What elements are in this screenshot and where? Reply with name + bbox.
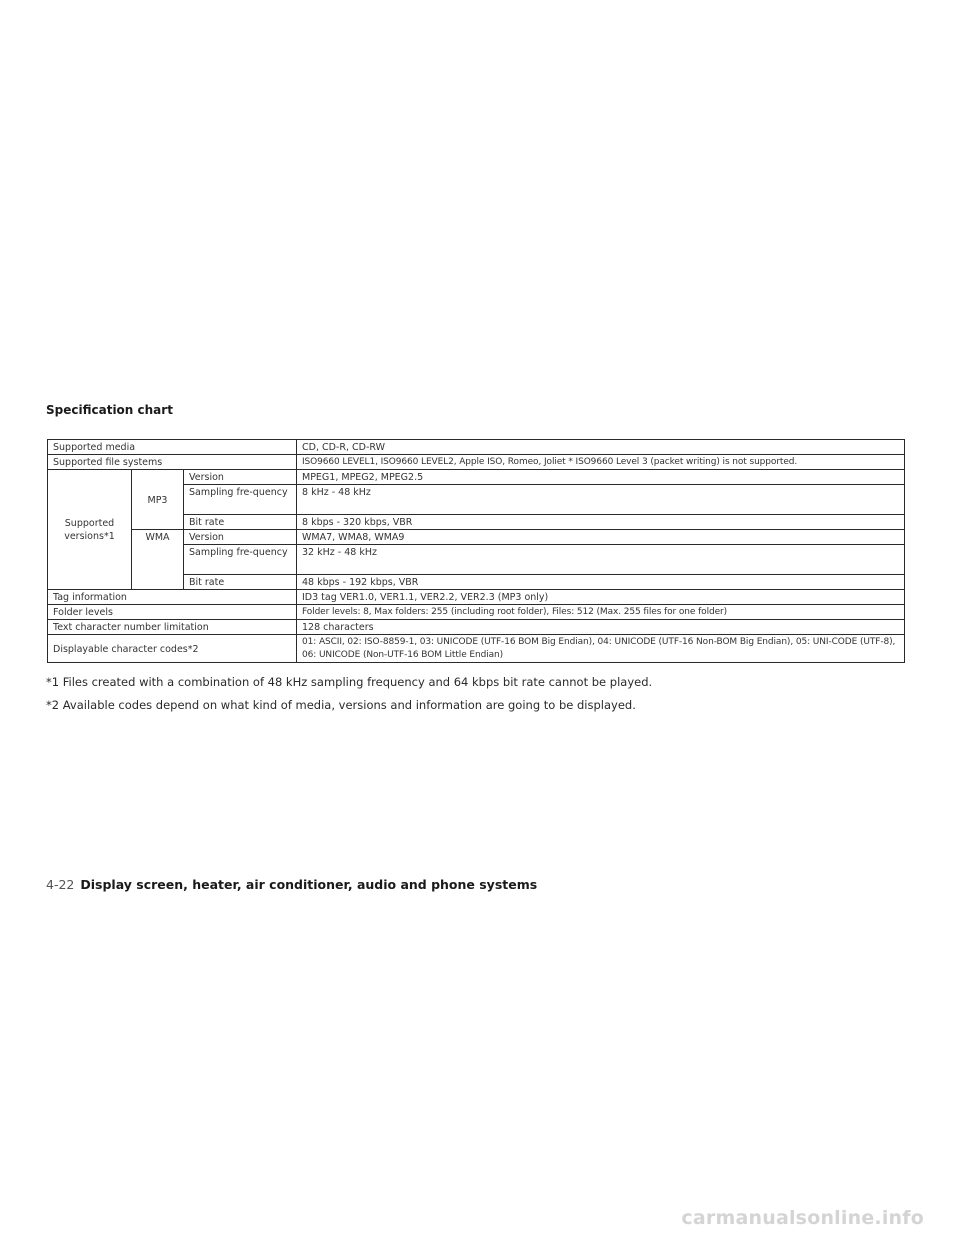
table-row: [48, 635, 905, 663]
table-row: [48, 605, 905, 620]
wma-sampling-value: 32 kHz - 48 kHz: [297, 545, 905, 575]
table-row: [48, 470, 905, 485]
section-heading: Specification chart: [46, 403, 173, 417]
row-label-folder-levels: Folder levels: [48, 605, 297, 620]
specification-table: [47, 439, 905, 663]
row-value-tag-information: ID3 tag VER1.0, VER1.1, VER2.2, VER2.3 (MP3 only): [297, 590, 905, 605]
section-title: Display screen, heater, air conditioner, audio and phone systems: [80, 877, 538, 892]
mp3-sampling-value: 8 kHz - 48 kHz: [297, 485, 905, 515]
row-value-folder-levels: Folder levels: 8, Max folders: 255 (including root folder), Files: 512 (Max. 255 files for one folder): [297, 605, 905, 620]
wma-bitrate-value: 48 kbps - 192 kbps, VBR: [297, 575, 905, 590]
row-value-supported-media: CD, CD-R, CD-RW: [297, 440, 905, 455]
mp3-label: MP3: [132, 470, 184, 530]
table-row: [48, 530, 905, 545]
mp3-version-label: Version: [184, 470, 297, 485]
mp3-bitrate-value: 8 kbps - 320 kbps, VBR: [297, 515, 905, 530]
row-label-supported-media: Supported media: [48, 440, 297, 455]
wma-sampling-label: Sampling fre-quency: [184, 545, 297, 575]
wma-label: WMA: [132, 530, 184, 590]
row-label-text-limit: Text character number limitation: [48, 620, 297, 635]
page-footer: [46, 877, 537, 892]
table-row: [48, 590, 905, 605]
table-row: [48, 455, 905, 470]
page-number: 4-22: [46, 877, 75, 892]
mp3-bitrate-label: Bit rate: [184, 515, 297, 530]
row-label-supported-file-systems: Supported file systems: [48, 455, 297, 470]
row-value-displayable-codes: 01: ASCII, 02: ISO-8859-1, 03: UNICODE (UTF-16 BOM Big Endian), 04: UNICODE (UTF-16 Non-BOM Big Endian), 05: UNI-CODE (UTF-8), 06: UNICODE (Non-UTF-16 BOM Little Endian): [297, 635, 905, 663]
table-row: [48, 440, 905, 455]
row-value-supported-file-systems: ISO9660 LEVEL1, ISO9660 LEVEL2, Apple ISO, Romeo, Joliet * ISO9660 Level 3 (packet writing) is not supported.: [297, 455, 905, 470]
wma-bitrate-label: Bit rate: [184, 575, 297, 590]
wma-version-label: Version: [184, 530, 297, 545]
supported-versions-label: Supported versions*1: [48, 470, 132, 590]
footnote-1: *1 Files created with a combination of 48 kHz sampling frequency and 64 kbps bit rate cannot be played.: [46, 675, 653, 689]
wma-version-value: WMA7, WMA8, WMA9: [297, 530, 905, 545]
mp3-version-value: MPEG1, MPEG2, MPEG2.5: [297, 470, 905, 485]
row-value-text-limit: 128 characters: [297, 620, 905, 635]
table-row: [48, 620, 905, 635]
mp3-sampling-label: Sampling fre-quency: [184, 485, 297, 515]
watermark: carmanualsonline.info: [681, 1207, 924, 1229]
row-label-displayable-codes: Displayable character codes*2: [48, 635, 297, 663]
row-label-tag-information: Tag information: [48, 590, 297, 605]
footnote-2: *2 Available codes depend on what kind of media, versions and information are going to be displayed.: [46, 698, 636, 712]
